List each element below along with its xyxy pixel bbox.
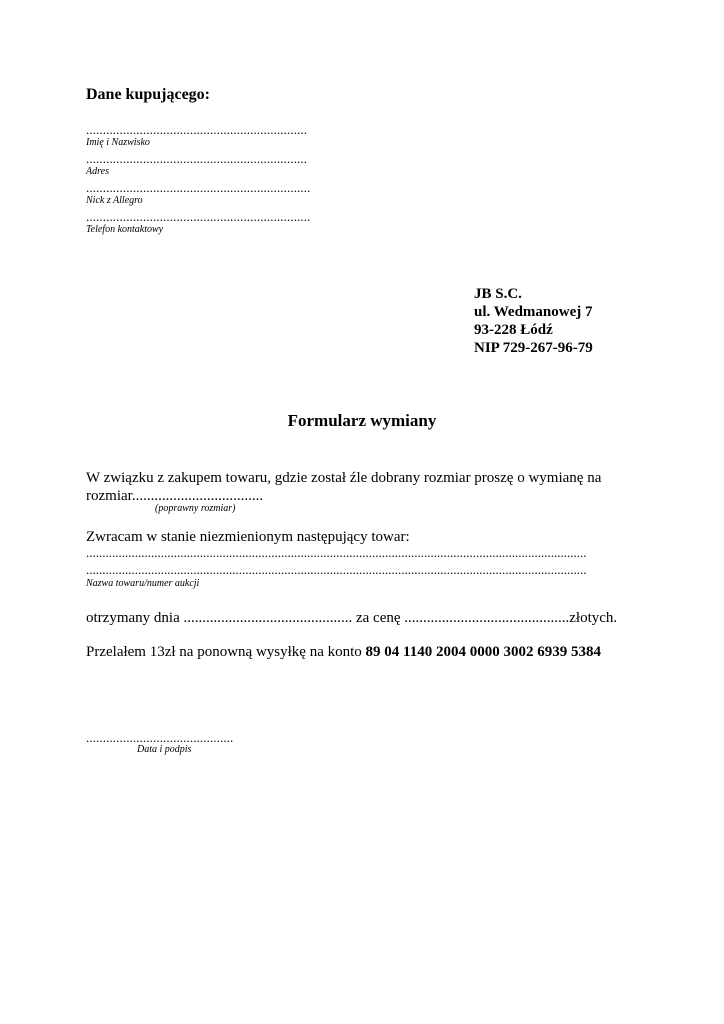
name-dotted-line: .................................................................. [86,122,308,137]
transfer-line [86,643,601,661]
nick-dotted-line: ................................................................... [86,180,311,195]
company-nip: NIP 729-267-96-79 [474,340,593,356]
phone-dotted-line: ................................................................... [86,209,311,224]
transfer-text: Przelałem 13zł na ponowną wysyłkę na konto [86,644,366,660]
received-line: otrzymany dnia ............................................. za cenę ............................................złotych. [86,610,618,626]
name-caption: Imię i Nazwisko [86,137,150,148]
company-city: 93-228 Łódź [474,322,553,338]
product-dotted-line-1: .......................................................................................................................................................... [86,546,587,559]
intro-line-1: W związku z zakupem towaru, gdzie został źle dobrany rozmiar proszę o wymianę na [86,470,602,486]
intro-line-2: rozmiar................................... [86,488,264,504]
phone-caption: Telefon kontaktowy [86,224,164,235]
company-street: ul. Wedmanowej 7 [474,304,593,320]
signature-caption: Data i podpis [137,744,192,755]
account-number: 89 04 1140 2004 0000 3002 6939 5384 [365,644,601,660]
size-caption: (poprawny rozmiar) [155,503,236,514]
form-title: Formularz wymiany [287,411,437,430]
nick-caption: Nick z Allegro [86,195,143,206]
buyer-heading: Dane kupującego: [86,86,211,103]
product-caption: Nazwa towaru/numer aukcji [86,578,200,589]
address-dotted-line: .................................................................. [86,151,308,166]
address-caption: Adres [86,166,109,177]
signature-dotted-line: ............................................ [86,730,234,745]
return-line: Zwracam w stanie niezmienionym następujący towar: [86,529,410,545]
company-name: JB S.C. [474,286,522,302]
company-address-block [474,285,593,357]
product-dotted-line-2: .......................................................................................................................................................... [86,563,587,576]
